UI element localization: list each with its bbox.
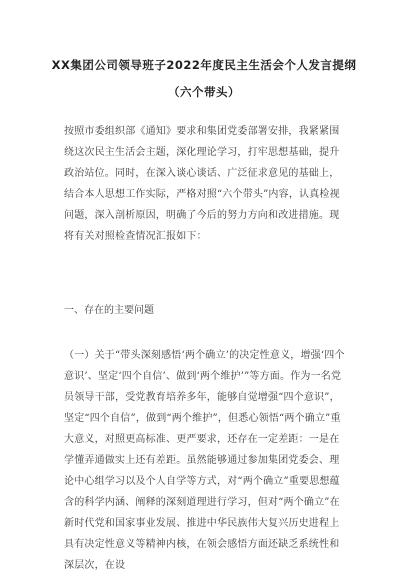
section-paragraph: （一）关于“带头深刻感悟‘两个确立’的决定性意义，增强‘四个意识’、坚定‘四个自信’、做到‘两个维护’”等方面。作为一名党员领导干部，受党教育培养多年，能够自觉增强“四个意识”，坚定“四个自信”，做到“两个维护”，但悉心领悟“两个确立”重大意义，对照更高标准、更严要求，还存在一定差距：一是在学懂弄通做实上还有差距。虽然能够通过参加集团党委会、理论中心组学习以及个人自学等方式，对“两个确立”重要思想蕴含的科学内涵、阐释的深刻道理进行学习，但对“两个确立”在新时代党和国家事业发展、推进中华民族伟大复兴历史进程上具有决定性意义等精神内核，在领会感悟方面还缺乏系统性和深层次，在设 xyxy=(64,350,345,571)
document-title: XX集团公司领导班子2022年度民主生活会个人发言提纲 xyxy=(51,58,357,72)
section-heading: 一、存在的主要问题 xyxy=(64,305,154,316)
document-subtitle: （六个带头） xyxy=(168,85,240,99)
intro-paragraph: 按照市委组织部《通知》要求和集团党委部署安排，我紧紧围绕这次民主生活会主题，深化理论学习，打牢思想基础，提升政治站位。同时，在深入谈心谈话、广泛征求意见的基础上，结合本人思想工作实际，严格对照“六个带头”内容，认真检视问题，深入剖析原因，明确了今后的努力方向和改进措施。现将有关对照检查情况汇报如下： xyxy=(64,126,340,242)
